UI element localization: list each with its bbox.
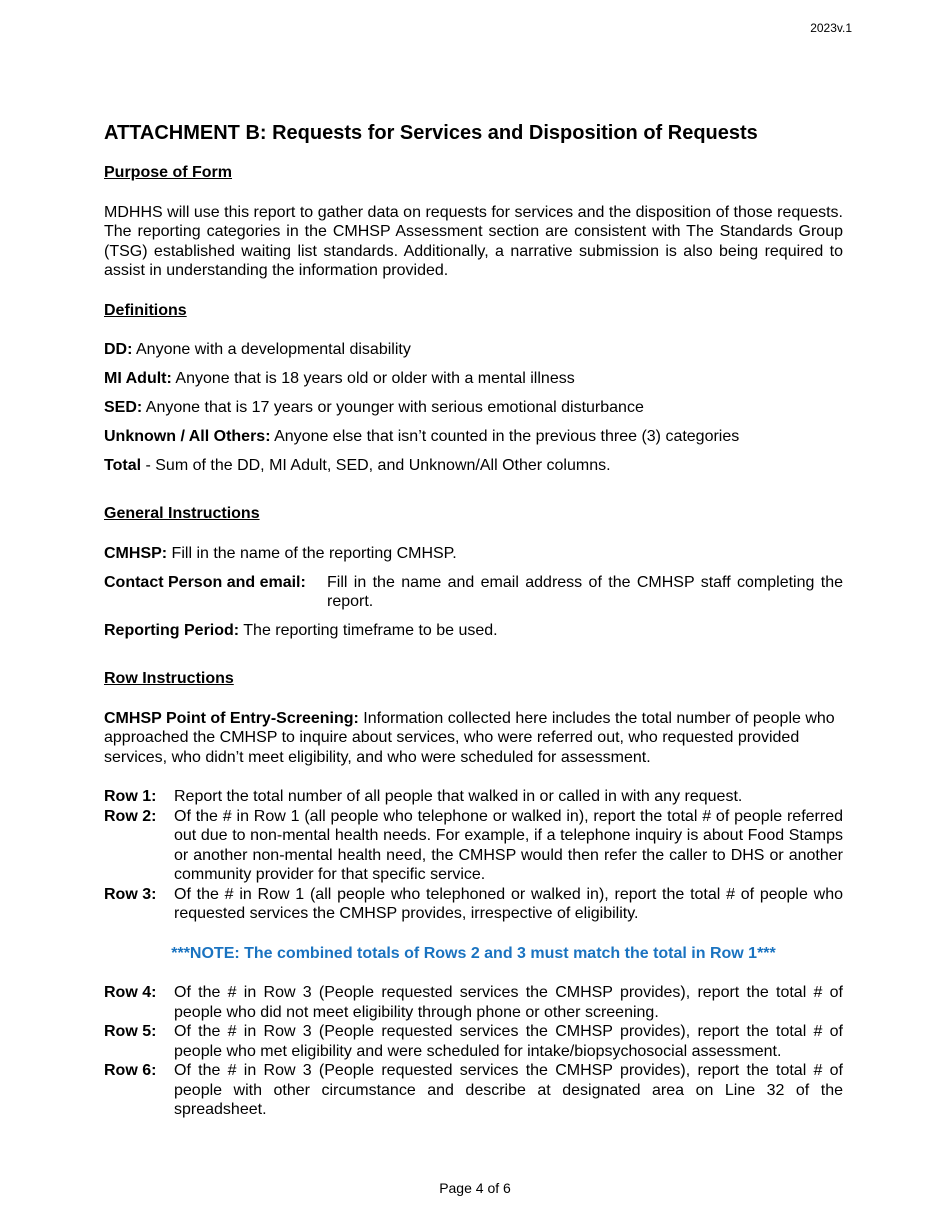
- page-number: Page 4 of 6: [439, 1180, 511, 1196]
- row-6-instruction: Row 6: Of the # in Row 3 (People requested services the CMHSP provides), report the total # of people with other circumstance and describe at designated area on Line 32 of the spreadsheet.: [104, 1062, 843, 1118]
- purpose-text: MDHHS will use this report to gather data on requests for services and the disposition of those requests. The reporting categories in the CMHSP Assessment section are consistent with The Standards Group (TSG) established waiting list standards. Additionally, a narrative submission is also being required to assist in understanding the information provided.: [104, 203, 843, 279]
- definition-dd: DD: Anyone with a developmental disability: [104, 341, 411, 358]
- row-3-instruction: Row 3: Of the # in Row 1 (all people who telephoned or walked in), report the total # of people who requested services the CMHSP provides, irrespective of eligibility.: [104, 885, 843, 922]
- row-instructions-heading: Row Instructions: [104, 670, 234, 687]
- gi-contact-label: Contact Person and email:: [104, 573, 306, 591]
- row-4-instruction: Row 4: Of the # in Row 3 (People requested services the CMHSP provides), report the total # of people who did not meet eligibility through phone or other screening.: [104, 984, 843, 1021]
- version-label: 2023v.1: [810, 21, 852, 35]
- definition-sed: SED: Anyone that is 17 years or younger with serious emotional disturbance: [104, 399, 644, 416]
- row-5-instruction: Row 5: Of the # in Row 3 (People requested services the CMHSP provides), report the total # of people who met eligibility and were scheduled for intake/biopsychosocial assessment.: [104, 1023, 843, 1060]
- gi-period: Reporting Period: The reporting timeframe to be used.: [104, 622, 498, 639]
- definitions-heading: Definitions: [104, 301, 187, 319]
- definition-mi-adult: MI Adult: Anyone that is 18 years old or older with a mental illness: [104, 370, 575, 387]
- definition-unknown: Unknown / All Others: Anyone else that isn’t counted in the previous three (3) categories: [104, 428, 740, 445]
- gi-contact-text: Fill in the name and email address of the CMHSP staff completing the report.: [327, 573, 843, 610]
- gi-contact: [104, 573, 843, 612]
- gi-cmhsp: CMHSP: Fill in the name of the reporting CMHSP.: [104, 544, 457, 562]
- document-body: [104, 118, 843, 1120]
- definition-total: Total - Sum of the DD, MI Adult, SED, and Unknown/All Other columns.: [104, 457, 611, 474]
- row-1-instruction: Row 1: Report the total number of all people that walked in or called in with any request.: [104, 788, 743, 805]
- row-intro: CMHSP Point of Entry-Screening: Information collected here includes the total number of people who approached the CMHSP to inquire about services, who were referred out, who requested provided services, who didn’t meet eligibility, and who were scheduled for assessment.: [104, 709, 835, 766]
- general-instructions-heading: General Instructions: [104, 505, 260, 522]
- page-title: ATTACHMENT B: Requests for Services and Disposition of Requests: [104, 122, 758, 144]
- purpose-heading: Purpose of Form: [104, 164, 233, 181]
- row-2-instruction: Row 2: Of the # in Row 1 (all people who telephone or walked in), report the total # of people referred out due to non-mental health needs. For example, if a telephone inquiry is about Food Stamps or another non-mental health need, the CMHSP would then refer the caller to DHS or another community provider for that specific service.: [104, 807, 843, 883]
- rows-note: ***NOTE: The combined totals of Rows 2 and 3 must match the total in Row 1***: [171, 944, 776, 962]
